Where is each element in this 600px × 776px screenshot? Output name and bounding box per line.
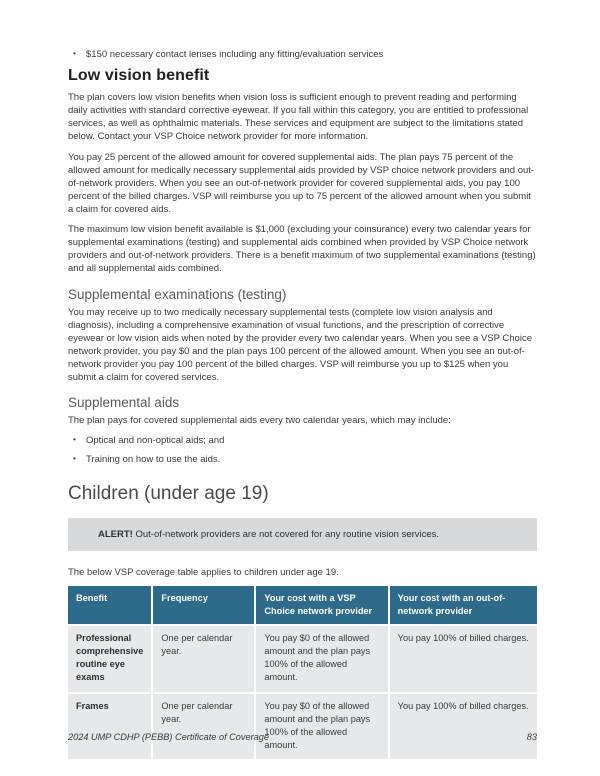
bullet-icon: •	[73, 453, 76, 464]
table-header-frequency: Frequency	[153, 586, 256, 625]
supplemental-aids-paragraph: The plan pays for covered supplemental aids every two calendar years, which may include:	[68, 415, 451, 427]
table-intro-paragraph: The below VSP coverage table applies to children under age 19.	[68, 566, 339, 578]
footer-document-title: 2024 UMP CDHP (PEBB) Certificate of Coverage	[68, 732, 270, 742]
table-header-vsp-cost: Your cost with a VSP Choice network provider	[256, 586, 389, 625]
list-item-text: $150 necessary contact lenses including any fitting/evaluation services	[86, 49, 384, 60]
cell-benefit: Professional comprehensive routine eye exams	[68, 624, 153, 692]
cell-oon-cost: You pay 100% of billed charges.	[390, 624, 537, 692]
footer-page-number: 83	[526, 732, 537, 742]
list-item-text: Optical and non-optical aids; and	[86, 435, 225, 447]
alert-callout	[68, 518, 537, 551]
low-vision-paragraph-2: You pay 25 percent of the allowed amount for covered supplemental aids. The plan pays 75 percent of the allowed amount for medically necessary supplemental aids provided by VSP choice network providers and out-of-network providers. When you see an out-of-network provider for covered supplemental aids, you pay 100 percent of the billed charges. VSP will reimburse you up to 75 percent of the allowed amount when you submit a claim for covered aids.	[68, 151, 535, 215]
cell-benefit: Frames	[68, 692, 153, 760]
cell-frequency: One per calendar year.	[153, 692, 256, 760]
list-item	[68, 48, 537, 61]
supplemental-exams-paragraph: You may receive up to two medically necessary supplemental tests (complete low vision analysis and diagnosis), including a comprehensive examination of visual functions, and the prescription of corrective eyewear or low vision aids when noted by the provider every two calendar years. When you see a VSP Choice network provider, you pay $0 and the plan pays 100 percent of the allowed amount. When you see an out-of-network provider you pay 100 percent of the billed charges. VSP will reimburse you up to $125 when you submit a claim for covered services.	[68, 306, 532, 384]
cell-vsp-cost: You pay $0 of the allowed amount and the plan pays 100% of the allowed amount.	[256, 692, 389, 760]
table-header-oon-cost: Your cost with an out-of-network provider	[390, 586, 537, 625]
cell-vsp-cost: You pay $0 of the allowed amount and the plan pays 100% of the allowed amount.	[256, 624, 389, 692]
supplemental-aids-heading: Supplemental aids	[68, 395, 180, 411]
list-item	[68, 453, 537, 466]
low-vision-heading: Low vision benefit	[68, 67, 210, 85]
bullet-icon: •	[73, 434, 76, 445]
alert-label: ALERT!	[98, 528, 133, 540]
table-row	[68, 624, 537, 692]
supplemental-exams-heading: Supplemental examinations (testing)	[68, 286, 287, 302]
cell-oon-cost: You pay 100% of billed charges.	[390, 692, 537, 760]
page-footer	[68, 732, 537, 742]
list-item	[68, 434, 537, 447]
alert-text: Out-of-network providers are not covered for any routine vision services.	[132, 528, 440, 540]
table-row	[68, 692, 537, 760]
children-heading: Children (under age 19)	[68, 482, 269, 504]
table-header-row	[68, 586, 537, 625]
list-item-text: Training on how to use the aids.	[86, 454, 221, 466]
table-header-benefit: Benefit	[68, 586, 153, 625]
low-vision-paragraph-3: The maximum low vision benefit available is $1,000 (excluding your coinsurance) every two calendar years for supplemental examinations (testing) and supplemental aids combined when provided by VSP Choice network providers and out-of-network providers. There is a benefit maximum of two supplemental examinations (testing) and all supplemental aids combined.	[68, 224, 536, 275]
low-vision-paragraph-1: The plan covers low vision benefits when vision loss is sufficient enough to prevent reading and performing daily activities with standard corrective eyewear. If you fall within this category, you are entitled to professional services, as well as ophthalmic materials. These services and equipment are subject to the limitations stated below. Contact your VSP Choice network provider for more information.	[68, 92, 529, 143]
cell-frequency: One per calendar year.	[153, 624, 256, 692]
bullet-icon: •	[73, 48, 76, 58]
